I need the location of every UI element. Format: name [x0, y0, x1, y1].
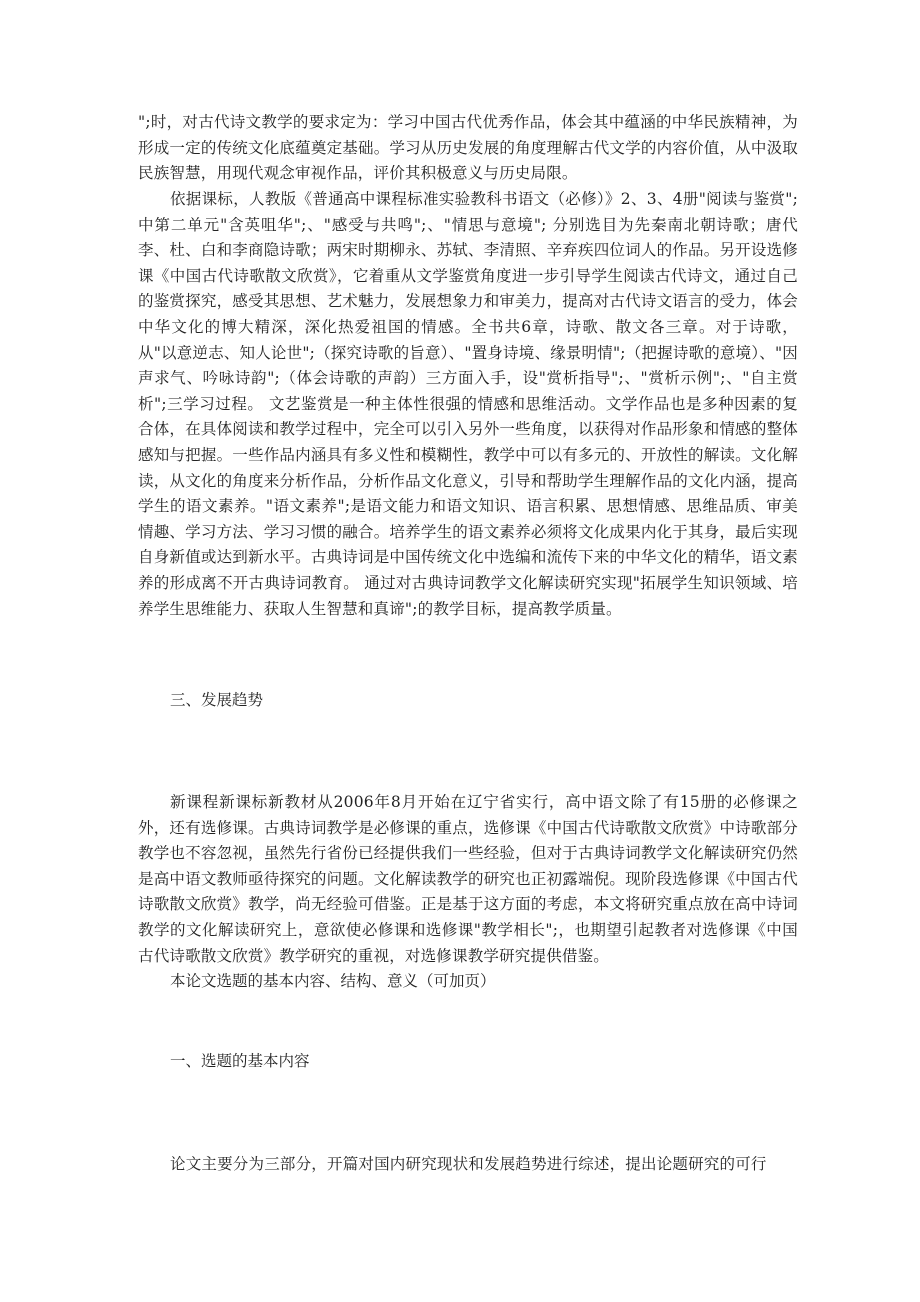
paragraph-teaching-requirements: ";时，对古代诗文教学的要求定为：学习中国古代优秀作品，体会其中蕴涵的中华民族精神，为形成一定的传统文化底蕴奠定基础。学习从历史发展的角度理解古代文学的内容价值，从中汲取民族智慧，用现代观念审视作品，评价其积极意义与历史局限。	[138, 113, 798, 183]
paragraph-thesis-structure: 论文主要分为三部分，开篇对国内研究现状和发展趋势进行综述，提出论题研究的可行	[170, 1155, 767, 1173]
section-heading-development-trend: 三、发展趋势	[170, 691, 264, 709]
paragraph-curriculum-basis: 依据课标，人教版《普通高中课程标准实验教科书语文（必修）》2、3、4册"阅读与鉴赏";中第二单元"含英咀华";、"感受与共鸣";、"情思与意境"; 分别选目为先秦南北朝诗歌；唐代李、杜、白和李商隐诗歌；两宋时期柳永、苏轼、李清照、辛弃疾四位词人的作品。另开设选修课《中国古代诗歌散文欣赏》，它着重从文学鉴赏角度进一步引导学生阅读古代诗文，通过自己的鉴赏探究，感受其思想、艺术魅力，发展想象力和审美力，提高对古代诗文语言的受力，体会中华文化的博大精深，深化热爱祖国的情感。全书共6章，诗歌、散文各三章。对于诗歌，从"以意逆志、知人论世";（探究诗歌的旨意）、"置身诗境、缘景明情";（把握诗歌的意境）、"因声求气、吟咏诗韵";（体会诗歌的声韵）三方面入手，设"赏析指导";、"赏析示例";、"自主赏析";三学习过程。 文艺鉴赏是一种主体性很强的情感和思维活动。文学作品也是多种因素的复合体，在具体阅读和教学过程中，完全可以引入另外一些角度，以获得对作品形象和情感的整体感知与把握。一些作品内涵具有多义性和模糊性，教学中可以有多元的、开放性的解读。文化解读，从文化的角度来分析作品，分析作品文化意义，引导和帮助学生理解作品的文化内涵，提高学生的语文素养。"语文素养";是语文能力和语文知识、语言积累、思想情感、思维品质、审美情趣、学习方法、学习习惯的融合。培养学生的语文素养必须将文化成果内化于其身，最后实现自身新值或达到新水平。古典诗词是中国传统文化中选编和流传下来的中华文化的精华，语文素养的形成离不开古典诗词教育。 通过对古典诗词教学文化解读研究实现"拓展学生知识领域、培养学生思维能力、获取人生智慧和真谛";的教学目标，提高教学质量。	[138, 190, 798, 618]
paragraph-new-curriculum: 新课程新课标新教材从2006年8月开始在辽宁省实行，高中语文除了有15册的必修课之外，还有选修课。古典诗词教学是必修课的重点，选修课《中国古代诗歌散文欣赏》中诗歌部分教学也不容忽视，虽然先行省份已经提供我们一些经验，但对于古典诗词教学文化解读研究仍然是高中语文教师亟待探究的问题。文化解读教学的研究也正初露端倪。现阶段选修课《中国古代诗歌散文欣赏》教学，尚无经验可借鉴。正是基于这方面的考虑，本文将研究重点放在高中诗词教学的文化解读研究上，意欲使必修课和选修课"教学相长";，也期望引起教者对选修课《中国古代诗歌散文欣赏》教学研究的重视，对选修课教学研究提供借鉴。	[138, 793, 798, 965]
section-heading-thesis-content: 本论文选题的基本内容、结构、意义（可加页）	[170, 972, 496, 990]
section-heading-basic-content: 一、选题的基本内容	[170, 1052, 310, 1070]
